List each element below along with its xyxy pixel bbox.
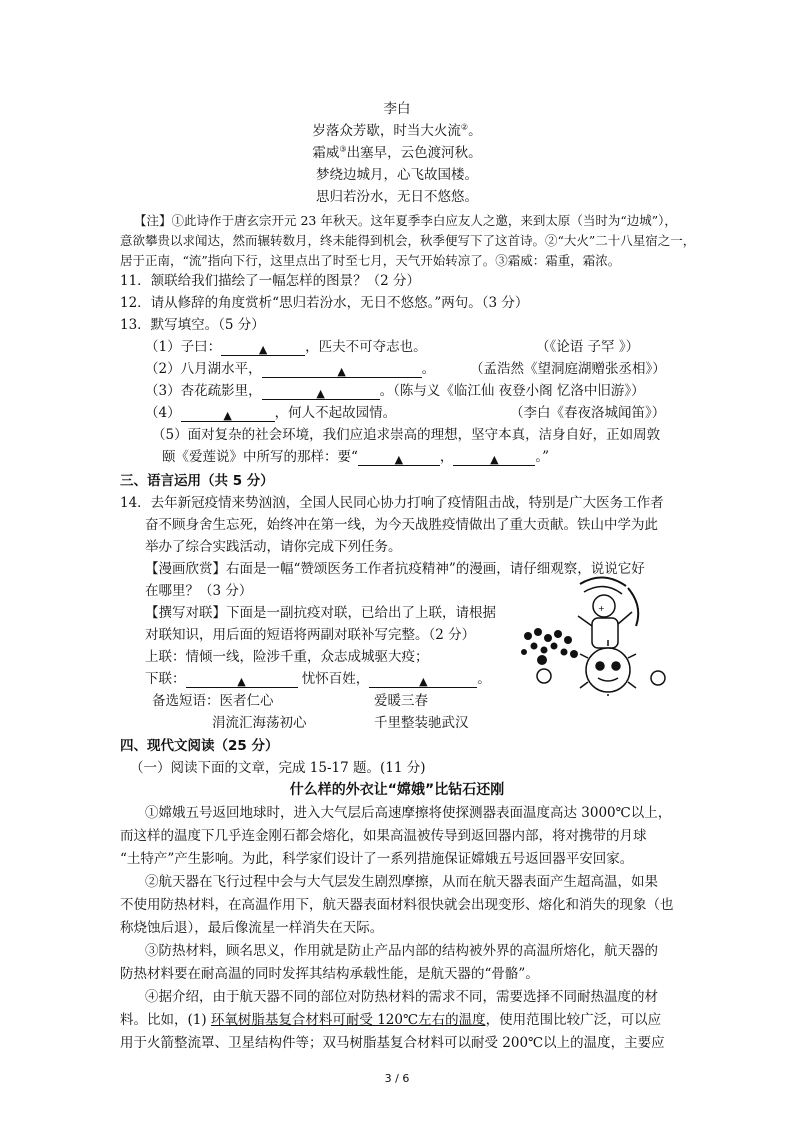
answer-blank[interactable] xyxy=(262,363,422,378)
question-13-1: （1）子曰： ▲ ，匹夫不可夺志也。 xyxy=(145,339,427,356)
question-13-1-source: （《论语 子罕 》） xyxy=(536,339,640,355)
question-14-line-2: 奋不顾身舍生忘死，始终冲在第一线，为今天战胜疫情做出了重大贡献。铁山中学为此 xyxy=(145,517,658,533)
paragraph-1-line-3: “土特产”产生影响。为此，科学家们设计了一系列措施保证嫦娥五号返回器平安回家。 xyxy=(120,851,634,867)
comic-task-line-1: 【漫画欣赏】右面是一幅“赞颂医务工作者抗疫精神”的漫画，请仔细观察，说说它好 xyxy=(145,561,645,577)
answer-blank[interactable] xyxy=(369,673,477,688)
answer-blank[interactable] xyxy=(358,451,440,466)
answer-blank[interactable] xyxy=(262,385,380,400)
question-13-5-line-1: （5）面对复杂的社会环境，我们应追求崇高的理想，坚守本真，洁身自好，正如周敦 xyxy=(152,427,661,443)
section-3-heading: 三、语言运用（共 5 分） xyxy=(120,473,274,489)
answer-blank[interactable] xyxy=(453,451,535,466)
triangle-icon: ▲ xyxy=(337,365,346,378)
section-4-heading: 四、现代文阅读（25 分） xyxy=(120,738,279,754)
option-2: 爱暖三春 xyxy=(374,693,428,709)
paragraph-2-line-2: 不使用防热材料，在高温作用下，航天器表面材料很快就会出现变形、熔化和消失的现象（也 xyxy=(120,897,674,913)
question-13: 13．默写填空。（5 分） xyxy=(120,317,265,333)
couplet-upper: 上联：情倾一线，险涉千重，众志成城驱大疫； xyxy=(145,649,429,665)
note-line-3: 居于正南，“流”指向下行，这里点出了时至七月，天气开始转凉了。③霜威：霜重，霜浓。 xyxy=(120,253,621,268)
paragraph-3-line-1: ③防热材料，顾名思义，作用就是防止产品内部的结构被外界的高温所熔化，航天器的 xyxy=(145,943,658,959)
options-label: 备选短语：医者仁心 xyxy=(152,693,274,709)
question-13-3: （3）杏花疏影里， ▲ 。（陈与义《临江仙 夜登小阁 忆洛中旧游》） xyxy=(145,383,645,400)
anti-epidemic-cartoon-image xyxy=(508,566,674,696)
page-number: 3 / 6 xyxy=(384,1072,410,1085)
underlined-sentence: 环氧树脂基复合材料可耐受 120℃左右的温度 xyxy=(210,1012,486,1028)
question-13-4: （4） ▲ ，何人不起故园情。 xyxy=(145,405,397,422)
option-4: 千里整装驰武汉 xyxy=(374,715,469,731)
poem-line-2: 霜威③出塞早，云色渡河秋。 xyxy=(312,144,482,161)
note-line-2: 意欲攀贵以求闻达，然而辗转数月，终未能得到机会，秋季便写下了这首诗。②“大火”二十八星宿之一， xyxy=(120,233,696,248)
option-3: 涓流汇海荡初心 xyxy=(212,715,307,731)
question-13-5-line-2: 颐《爱莲说》中所写的那样：要“ ▲ ， ▲ 。” xyxy=(162,449,550,466)
section-4-sub: （一）阅读下面的文章，完成 15-17 题。(11 分) xyxy=(130,760,426,776)
question-13-2: （2）八月湖水平， ▲ 。 xyxy=(145,361,436,378)
triangle-icon: ▲ xyxy=(258,343,268,356)
couplet-task-line-1: 【撰写对联】下面是一副抗疫对联，已给出了上联，请根据 xyxy=(145,605,496,621)
question-14-line-3: 举办了综合实践活动，请你完成下列任务。 xyxy=(145,539,402,555)
poem-line-1: 岁落众芳歇，时当大火流②。 xyxy=(312,122,482,139)
question-13-4-source: （李白《春夜洛城闻笛》） xyxy=(510,405,666,421)
poem-line-4: 思归若汾水，无日不悠悠。 xyxy=(316,189,478,205)
paragraph-2-line-1: ②航天器在飞行过程中会与大气层发生剧烈摩擦，从而在航天器表面产生超高温，如果 xyxy=(145,874,658,890)
paragraph-3-line-2: 防热材料要在耐高温的同时发挥其结构承载性能，是航天器的“骨骼”。 xyxy=(120,966,539,982)
question-14-line-1: 14．去年新冠疫情来势汹汹，全国人民同心协力打响了疫情阻击战，特别是广大医务工作者 xyxy=(120,495,664,511)
paragraph-4-line-1: ④据介绍，由于航天器不同的部位对防热材料的需求不同，需要选择不同耐热温度的材 xyxy=(145,989,658,1005)
couplet-task-line-2: 对联知识，用后面的短语将两副对联补写完整。（2 分） xyxy=(145,627,476,643)
poem-line-3: 梦绕边城月，心飞故国楼。 xyxy=(316,167,478,183)
triangle-icon: ▲ xyxy=(316,387,325,400)
triangle-icon: ▲ xyxy=(237,675,246,688)
triangle-icon: ▲ xyxy=(394,453,404,466)
paragraph-2-line-3: 称烧蚀后退），最后像流星一样消失在天际。 xyxy=(120,920,384,936)
poem-author: 李白 xyxy=(383,101,411,117)
answer-blank[interactable] xyxy=(181,407,275,422)
triangle-icon: ▲ xyxy=(419,675,428,688)
triangle-icon: ▲ xyxy=(490,453,499,466)
article-title: 什么样的外衣让“嫦娥”比钻石还刚 xyxy=(289,782,505,798)
answer-blank[interactable] xyxy=(221,341,305,356)
triangle-icon: ▲ xyxy=(223,409,232,422)
paragraph-4-line-2: 料。比如，(1) 环氧树脂基复合材料可耐受 120℃左右的温度，使用范围比较广泛，可以应 xyxy=(120,1012,662,1028)
question-11: 11．颔联给我们描绘了一幅怎样的图景？（2 分） xyxy=(120,273,421,289)
note-line-1: 【注】①此诗作于唐玄宗开元 23 年秋天。这年夏季李白应友人之邀，来到太原（当时为“边城”）， xyxy=(134,213,677,228)
paragraph-1-line-1: ①嫦娥五号返回地球时，进入大气层后高速摩擦将使探测器表面温度高达 3000℃以上， xyxy=(145,805,672,821)
question-12: 12．请从修辞的角度赏析“思归若汾水，无日不悠悠。”两句。（3 分） xyxy=(120,295,529,311)
paragraph-1-line-2: 而这样的温度下几乎连金刚石都会熔化，如果高温被传导到返回器内部，将对携带的月球 xyxy=(120,828,647,844)
question-13-2-source: （孟浩然《望洞庭湖赠张丞相》） xyxy=(470,361,666,377)
svg-text:+: + xyxy=(598,604,605,613)
couplet-lower: 下联： ▲ 忧怀百姓， ▲ 。 xyxy=(145,671,491,688)
paragraph-4-line-3: 用于火箭整流罩、卫星结构件等；双马树脂基复合材料可以耐受 200℃以上的温度，主要应 xyxy=(120,1035,665,1051)
comic-task-line-2: 在哪里？（3 分） xyxy=(145,583,253,599)
answer-blank[interactable] xyxy=(186,673,298,688)
